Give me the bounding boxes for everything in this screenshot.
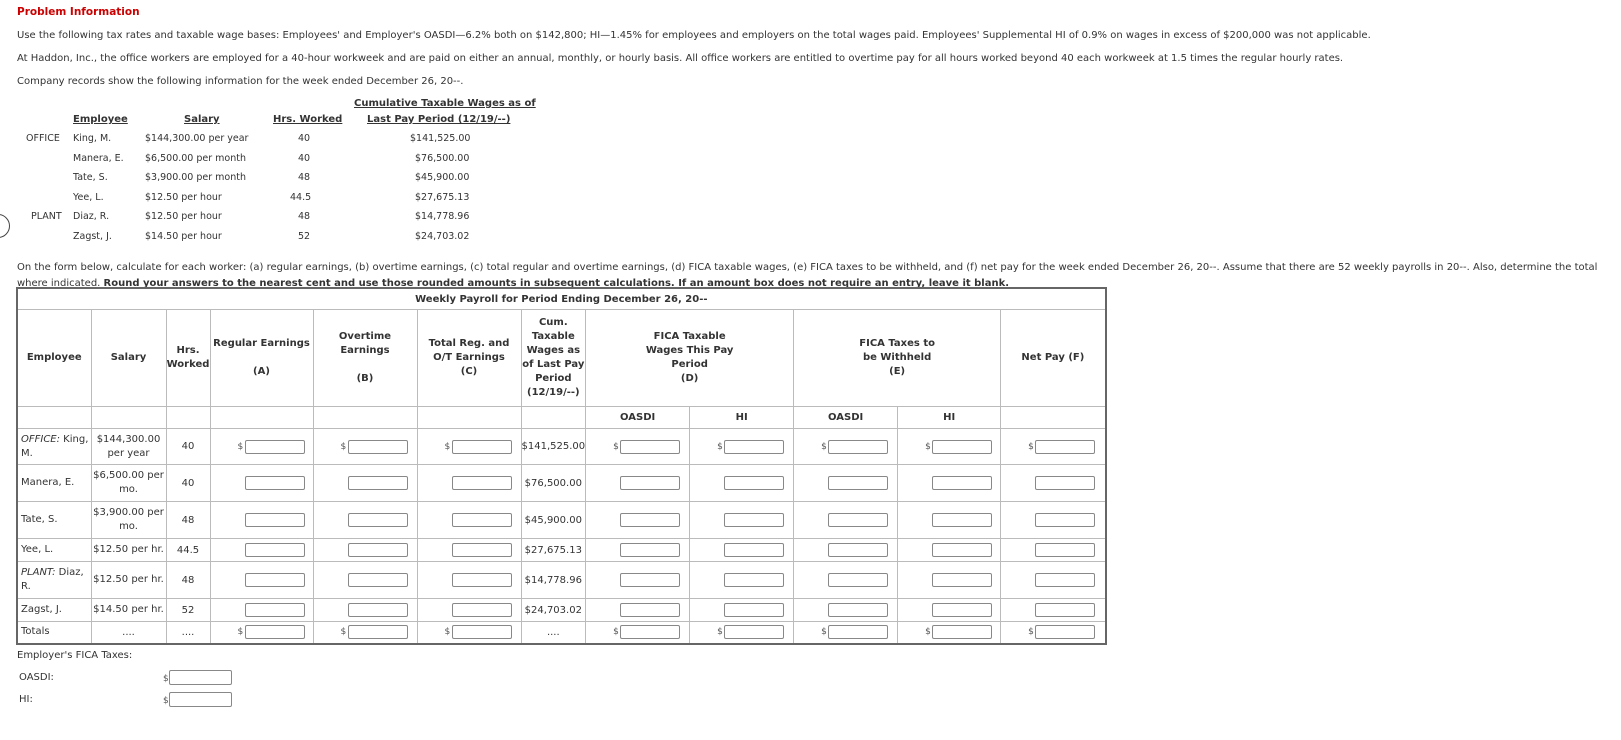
header-regular-label: Regular Earnings xyxy=(213,338,310,349)
total-tax-oasdi-cell xyxy=(794,622,898,644)
employee-cell xyxy=(17,465,91,502)
hrs-cell: 52 xyxy=(166,599,210,622)
employee-name: Tate, S. xyxy=(21,514,58,525)
subheader-blank xyxy=(1001,407,1106,429)
hrs-cell: 44.5 xyxy=(166,539,210,562)
table-row xyxy=(17,429,1106,465)
subheader-blank xyxy=(166,407,210,429)
info-cum: $14,778.96 xyxy=(415,211,470,222)
cum-wages-cell: $76,500.00 xyxy=(521,465,586,502)
info-cum: $76,500.00 xyxy=(415,153,470,164)
employee-name: Manera, E. xyxy=(21,477,75,488)
regular-earnings-cell xyxy=(210,465,313,502)
table-row xyxy=(17,502,1106,539)
dollar-sign: $ xyxy=(163,674,169,684)
taxable-oasdi-input[interactable] xyxy=(620,513,680,527)
info-group-label: OFFICE xyxy=(26,133,60,144)
header-overtime xyxy=(313,310,417,407)
salary-cell: $3,900.00 per mo. xyxy=(91,502,166,539)
info-salary: $144,300.00 per year xyxy=(145,133,249,144)
taxable-hi-cell xyxy=(690,539,794,562)
header-net-pay: Net Pay (F) xyxy=(1001,310,1106,407)
net-pay-cell xyxy=(1001,599,1106,622)
header-overtime-sub: (B) xyxy=(356,373,374,384)
dollar-sign: $ xyxy=(340,441,347,452)
info-employee: Tate, S. xyxy=(73,172,108,183)
tax-oasdi-input[interactable] xyxy=(828,513,888,527)
overtime-earnings-cell xyxy=(313,539,417,562)
tax-oasdi-input[interactable] xyxy=(828,440,888,454)
tax-hi-input[interactable] xyxy=(932,513,992,527)
tax-oasdi-input[interactable] xyxy=(828,543,888,557)
subheader-blank xyxy=(313,407,417,429)
header-salary: Salary xyxy=(91,310,166,407)
info-salary: $3,900.00 per month xyxy=(145,172,247,183)
taxable-hi-input[interactable] xyxy=(724,440,784,454)
taxable-oasdi-input[interactable] xyxy=(620,440,680,454)
dollar-sign: $ xyxy=(925,441,931,452)
total-taxable-hi-input[interactable] xyxy=(724,625,784,639)
employee-cell xyxy=(17,502,91,539)
cum-wages-cell: $141,525.00 xyxy=(521,429,586,465)
total-earnings-cell xyxy=(417,502,521,539)
total-tax-hi-input[interactable] xyxy=(932,625,992,639)
overtime-earnings-cell xyxy=(313,562,417,599)
instructions-text: On the form below, calculate for each worker: (a) regular earnings, (b) overtime earnings, (c) total regular and overtime earnings, (d) FICA taxable wages, (e) FICA taxes to be withheld, and (f) net pay for the week ended December 26, 20--. Assume that there are 52 weekly payrolls in 20--. Also, determine the total where indicated. xyxy=(17,262,1598,289)
info-header-cum-line2: Last Pay Period (12/19/--) xyxy=(367,114,511,125)
totals-dots: .... xyxy=(91,622,166,644)
employer-oasdi-label: OASDI: xyxy=(19,672,54,683)
employee-name: Yee, L. xyxy=(21,544,54,555)
regular-earnings-cell xyxy=(210,429,313,465)
header-fica-taxes xyxy=(794,310,1001,407)
taxable-hi-input[interactable] xyxy=(724,476,784,490)
net-pay-input[interactable] xyxy=(1035,573,1095,587)
header-employee: Employee xyxy=(17,310,91,407)
info-employee: Zagst, J. xyxy=(73,231,112,242)
header-hrs: Hrs. Worked xyxy=(166,310,210,407)
total-net-pay-input[interactable] xyxy=(1035,625,1095,639)
overtime-earnings-cell xyxy=(313,502,417,539)
info-cum: $27,675.13 xyxy=(415,192,470,203)
table-row xyxy=(17,465,1106,502)
total-earnings-input[interactable] xyxy=(452,573,512,587)
cum-wages-cell: $14,778.96 xyxy=(521,562,586,599)
subheader-blank xyxy=(210,407,313,429)
header-total-sub: (C) xyxy=(460,366,478,377)
dollar-sign: $ xyxy=(925,627,931,638)
info-header-cum-line1: Cumulative Taxable Wages as of xyxy=(354,98,536,109)
taxable-oasdi-cell xyxy=(586,502,690,539)
header-total xyxy=(417,310,521,407)
overtime-earnings-cell xyxy=(313,599,417,622)
taxable-hi-input[interactable] xyxy=(724,543,784,557)
total-net-pay-cell xyxy=(1001,622,1106,644)
taxable-hi-input[interactable] xyxy=(724,603,784,617)
overtime-earnings-input[interactable] xyxy=(348,440,408,454)
salary-cell: $144,300.00 per year xyxy=(91,429,166,465)
total-total-input[interactable] xyxy=(452,625,512,639)
tax-hi-input[interactable] xyxy=(932,573,992,587)
total-earnings-cell xyxy=(417,562,521,599)
taxable-oasdi-input[interactable] xyxy=(620,543,680,557)
net-pay-cell xyxy=(1001,562,1106,599)
info-hrs: 40 xyxy=(298,153,311,164)
taxable-hi-cell xyxy=(690,502,794,539)
total-tax-hi-cell xyxy=(898,622,1001,644)
regular-earnings-cell xyxy=(210,599,313,622)
net-pay-cell xyxy=(1001,465,1106,502)
dollar-sign: $ xyxy=(1028,627,1034,638)
overtime-earnings-input[interactable] xyxy=(348,603,408,617)
tax-oasdi-cell xyxy=(794,429,898,465)
tax-hi-input[interactable] xyxy=(932,543,992,557)
regular-earnings-input[interactable] xyxy=(245,513,305,527)
payroll-caption: Weekly Payroll for Period Ending December 26, 20-- xyxy=(17,288,1106,310)
totals-row xyxy=(17,622,1106,644)
group-prefix: OFFICE: xyxy=(21,433,60,445)
dollar-sign: $ xyxy=(613,627,619,638)
totals-label: Totals xyxy=(17,622,91,644)
tax-rates-paragraph: Use the following tax rates and taxable wage bases: Employees' and Employer's OASDI—6.2% both on $142,800; HI—1.45% for employees and employers on the total wages paid. Employees' Supplemental HI of 0.9% on wages in excess of $200,000 was not applicable. xyxy=(17,30,1371,41)
info-cum: $45,900.00 xyxy=(415,172,470,183)
dollar-sign: $ xyxy=(163,696,169,706)
table-row xyxy=(17,599,1106,622)
net-pay-input[interactable] xyxy=(1035,603,1095,617)
total-taxable-oasdi-cell xyxy=(586,622,690,644)
employer-hi-label: HI: xyxy=(19,694,33,705)
tax-oasdi-input[interactable] xyxy=(828,476,888,490)
tax-hi-cell xyxy=(898,502,1001,539)
taxable-oasdi-input[interactable] xyxy=(620,573,680,587)
net-pay-input[interactable] xyxy=(1035,440,1095,454)
total-earnings-cell xyxy=(417,599,521,622)
taxable-oasdi-cell xyxy=(586,562,690,599)
net-pay-input[interactable] xyxy=(1035,513,1095,527)
info-header-employee: Employee xyxy=(73,114,128,125)
table-row xyxy=(17,539,1106,562)
net-pay-cell xyxy=(1001,429,1106,465)
employee-cell xyxy=(17,539,91,562)
employee-name: Diaz, R. xyxy=(21,567,84,592)
total-earnings-cell xyxy=(417,539,521,562)
employee-cell xyxy=(17,599,91,622)
regular-earnings-input[interactable] xyxy=(245,440,305,454)
regular-earnings-input[interactable] xyxy=(245,543,305,557)
regular-earnings-cell xyxy=(210,502,313,539)
dollar-sign: $ xyxy=(444,441,451,452)
total-tax-oasdi-input[interactable] xyxy=(828,625,888,639)
tax-oasdi-input[interactable] xyxy=(828,603,888,617)
regular-earnings-cell xyxy=(210,562,313,599)
total-earnings-input[interactable] xyxy=(452,543,512,557)
taxable-oasdi-cell xyxy=(586,465,690,502)
table-row xyxy=(17,562,1106,599)
dollar-sign: $ xyxy=(821,627,827,638)
header-regular-sub: (A) xyxy=(253,366,270,377)
taxable-hi-cell xyxy=(690,429,794,465)
subheader-blank xyxy=(521,407,586,429)
info-employee: Diaz, R. xyxy=(73,211,110,222)
overtime-earnings-input[interactable] xyxy=(348,573,408,587)
info-hrs: 48 xyxy=(298,211,311,222)
info-salary: $12.50 per hour xyxy=(145,211,222,222)
total-earnings-cell xyxy=(417,429,521,465)
tax-hi-input[interactable] xyxy=(932,476,992,490)
employee-cell xyxy=(17,562,91,599)
subheader-taxable-hi: HI xyxy=(690,407,794,429)
info-salary: $12.50 per hour xyxy=(145,192,222,203)
info-hrs: 48 xyxy=(298,172,311,183)
salary-cell: $12.50 per hr. xyxy=(91,539,166,562)
total-regular-input[interactable] xyxy=(245,625,305,639)
tax-hi-cell xyxy=(898,562,1001,599)
header-fica-taxable-label: FICA Taxable Wages This Pay Period xyxy=(645,331,734,370)
salary-cell: $12.50 per hr. xyxy=(91,562,166,599)
info-header-salary: Salary xyxy=(184,114,220,125)
total-taxable-hi-cell xyxy=(690,622,794,644)
info-employee: Manera, E. xyxy=(73,153,124,164)
overtime-earnings-input[interactable] xyxy=(348,543,408,557)
group-prefix: PLANT: xyxy=(21,567,56,578)
taxable-oasdi-cell xyxy=(586,429,690,465)
taxable-hi-input[interactable] xyxy=(724,513,784,527)
total-overtime-cell xyxy=(313,622,417,644)
hrs-cell: 40 xyxy=(166,429,210,465)
net-pay-cell xyxy=(1001,539,1106,562)
regular-earnings-input[interactable] xyxy=(245,476,305,490)
tax-hi-input[interactable] xyxy=(932,603,992,617)
employer-fica-label: Employer's FICA Taxes: xyxy=(17,650,133,661)
total-earnings-input[interactable] xyxy=(452,513,512,527)
header-overtime-label: Overtime Earnings xyxy=(338,331,392,356)
hrs-cell: 48 xyxy=(166,502,210,539)
header-cum: Cum. Taxable Wages as of Last Pay Period (12/19/--) xyxy=(521,310,586,407)
info-header-hrs: Hrs. Worked xyxy=(273,114,343,125)
header-fica-taxable xyxy=(586,310,794,407)
total-earnings-cell xyxy=(417,465,521,502)
info-hrs: 52 xyxy=(298,231,311,242)
dollar-sign: $ xyxy=(1028,441,1034,452)
employee-name: King, M. xyxy=(21,433,89,459)
net-pay-input[interactable] xyxy=(1035,476,1095,490)
total-regular-cell xyxy=(210,622,313,644)
taxable-oasdi-cell xyxy=(586,599,690,622)
employee-name: Zagst, J. xyxy=(21,604,62,615)
dollar-sign: $ xyxy=(237,441,244,452)
total-earnings-input[interactable] xyxy=(452,603,512,617)
regular-earnings-input[interactable] xyxy=(245,573,305,587)
overtime-earnings-cell xyxy=(313,465,417,502)
info-hrs: 44.5 xyxy=(290,192,312,203)
dollar-sign: $ xyxy=(237,627,244,638)
subheader-taxes-hi: HI xyxy=(898,407,1001,429)
header-fica-taxes-label: FICA Taxes to be Withheld xyxy=(859,338,935,363)
problem-title: Problem Information xyxy=(17,6,140,18)
tax-oasdi-cell xyxy=(794,502,898,539)
employer-hi-input[interactable] xyxy=(169,692,232,707)
subheader-taxes-oasdi: OASDI xyxy=(794,407,898,429)
header-regular xyxy=(210,310,313,407)
regular-earnings-cell xyxy=(210,539,313,562)
total-taxable-oasdi-input[interactable] xyxy=(620,625,680,639)
taxable-hi-cell xyxy=(690,599,794,622)
workweek-paragraph: At Haddon, Inc., the office workers are employed for a 40-hour workweek and are paid on either an annual, monthly, or hourly basis. All office workers are entitled to overtime pay for all hours worked beyond 40 each workweek at 1.5 times the regular hourly rates. xyxy=(17,53,1344,64)
taxable-hi-cell xyxy=(690,465,794,502)
cum-wages-cell: $27,675.13 xyxy=(521,539,586,562)
net-pay-cell xyxy=(1001,502,1106,539)
employer-oasdi-input[interactable] xyxy=(169,670,232,685)
subheader-blank xyxy=(91,407,166,429)
total-earnings-input[interactable] xyxy=(452,476,512,490)
info-cum: $141,525.00 xyxy=(410,133,471,144)
company-records-paragraph: Company records show the following information for the week ended December 26, 20--. xyxy=(17,76,464,87)
totals-dots: .... xyxy=(521,622,586,644)
subheader-blank xyxy=(417,407,521,429)
circle-decoration xyxy=(0,214,10,238)
taxable-oasdi-input[interactable] xyxy=(620,476,680,490)
tax-oasdi-input[interactable] xyxy=(828,573,888,587)
cum-wages-cell: $45,900.00 xyxy=(521,502,586,539)
overtime-earnings-input[interactable] xyxy=(348,513,408,527)
dollar-sign: $ xyxy=(340,627,347,638)
taxable-hi-cell xyxy=(690,562,794,599)
hrs-cell: 40 xyxy=(166,465,210,502)
total-total-cell xyxy=(417,622,521,644)
cum-wages-cell: $24,703.02 xyxy=(521,599,586,622)
tax-oasdi-cell xyxy=(794,599,898,622)
instructions-bold: Round your answers to the nearest cent and use those rounded amounts in subsequent calculations. If an amount box does not require an entry, leave it blank. xyxy=(103,278,1010,289)
regular-earnings-input[interactable] xyxy=(245,603,305,617)
tax-hi-cell xyxy=(898,429,1001,465)
info-employee: King, M. xyxy=(73,133,112,144)
subheader-taxable-oasdi: OASDI xyxy=(586,407,690,429)
total-earnings-input[interactable] xyxy=(452,440,512,454)
tax-hi-cell xyxy=(898,465,1001,502)
tax-oasdi-cell xyxy=(794,465,898,502)
payroll-table xyxy=(16,287,1107,645)
info-cum: $24,703.02 xyxy=(415,231,470,242)
hrs-cell: 48 xyxy=(166,562,210,599)
taxable-hi-input[interactable] xyxy=(724,573,784,587)
tax-oasdi-cell xyxy=(794,562,898,599)
header-fica-taxable-sub: (D) xyxy=(680,373,699,384)
dollar-sign: $ xyxy=(717,627,723,638)
total-overtime-input[interactable] xyxy=(348,625,408,639)
dollar-sign: $ xyxy=(444,627,451,638)
info-salary: $14.50 per hour xyxy=(145,231,222,242)
dollar-sign: $ xyxy=(821,441,827,452)
net-pay-input[interactable] xyxy=(1035,543,1095,557)
info-salary: $6,500.00 per month xyxy=(145,153,247,164)
dollar-sign: $ xyxy=(613,441,619,452)
info-hrs: 40 xyxy=(298,133,311,144)
salary-cell: $14.50 per hr. xyxy=(91,599,166,622)
tax-hi-cell xyxy=(898,599,1001,622)
overtime-earnings-input[interactable] xyxy=(348,476,408,490)
tax-oasdi-cell xyxy=(794,539,898,562)
overtime-earnings-cell xyxy=(313,429,417,465)
info-group-label: PLANT xyxy=(31,211,62,222)
header-total-label: Total Reg. and O/T Earnings xyxy=(428,338,510,363)
employee-cell xyxy=(17,429,91,465)
totals-dots: .... xyxy=(166,622,210,644)
dollar-sign: $ xyxy=(717,441,723,452)
tax-hi-cell xyxy=(898,539,1001,562)
header-fica-taxes-sub: (E) xyxy=(889,366,906,377)
salary-cell: $6,500.00 per mo. xyxy=(91,465,166,502)
taxable-oasdi-input[interactable] xyxy=(620,603,680,617)
taxable-oasdi-cell xyxy=(586,539,690,562)
info-employee: Yee, L. xyxy=(73,192,104,203)
tax-hi-input[interactable] xyxy=(932,440,992,454)
subheader-blank xyxy=(17,407,91,429)
